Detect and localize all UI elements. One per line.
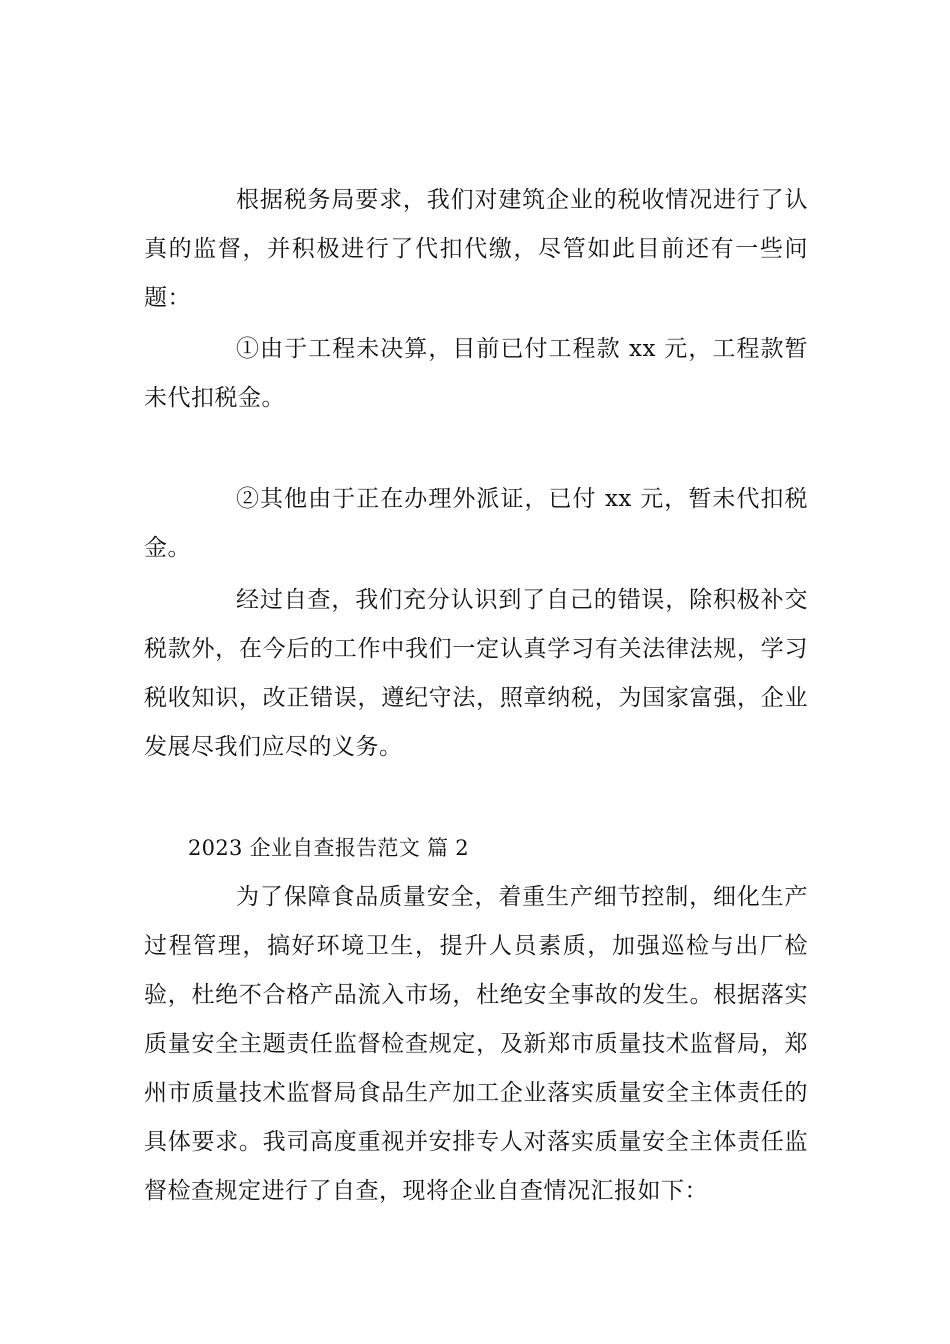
paragraph-tax-supervision: 根据税务局要求，我们对建筑企业的税收情况进行了认真的监督，并积极进行了代扣代缴，尽管如此目前还有一些问题：	[144, 187, 808, 311]
paragraph-conclusion: 经过自查，我们充分认识到了自己的错误，除积极补交税款外，在今后的工作中我们一定认真学习有关法律法规，学习税收知识，改正错误，遵纪守法，照章纳税，为国家富强，企业发展尽我们应尽的义务。	[144, 587, 808, 760]
paragraph-issue-1: ①由于工程未决算，目前已付工程款 xx 元，工程款暂未代扣税金。	[144, 336, 808, 411]
paragraph-issue-2: ②其他由于正在办理外派证，已付 xx 元，暂未代扣税金。	[144, 486, 808, 561]
section-heading: 2023 企业自查报告范文 篇 2	[188, 836, 469, 860]
paragraph-food-safety: 为了保障食品质量安全，着重生产细节控制，细化生产过程管理，搞好环境卫生，提升人员素质，加强巡检与出厂检验，杜绝不合格产品流入市场，杜绝安全事故的发生。根据落实质量安全主题责任监督检查规定，及新郑市质量技术监督局，郑州市质量技术监督局食品生产加工企业落实质量安全主体责任的具体要求。我司高度重视并安排专人对落实质量安全主体责任监督检查规定进行了自查，现将企业自查情况汇报如下：	[144, 884, 808, 1204]
